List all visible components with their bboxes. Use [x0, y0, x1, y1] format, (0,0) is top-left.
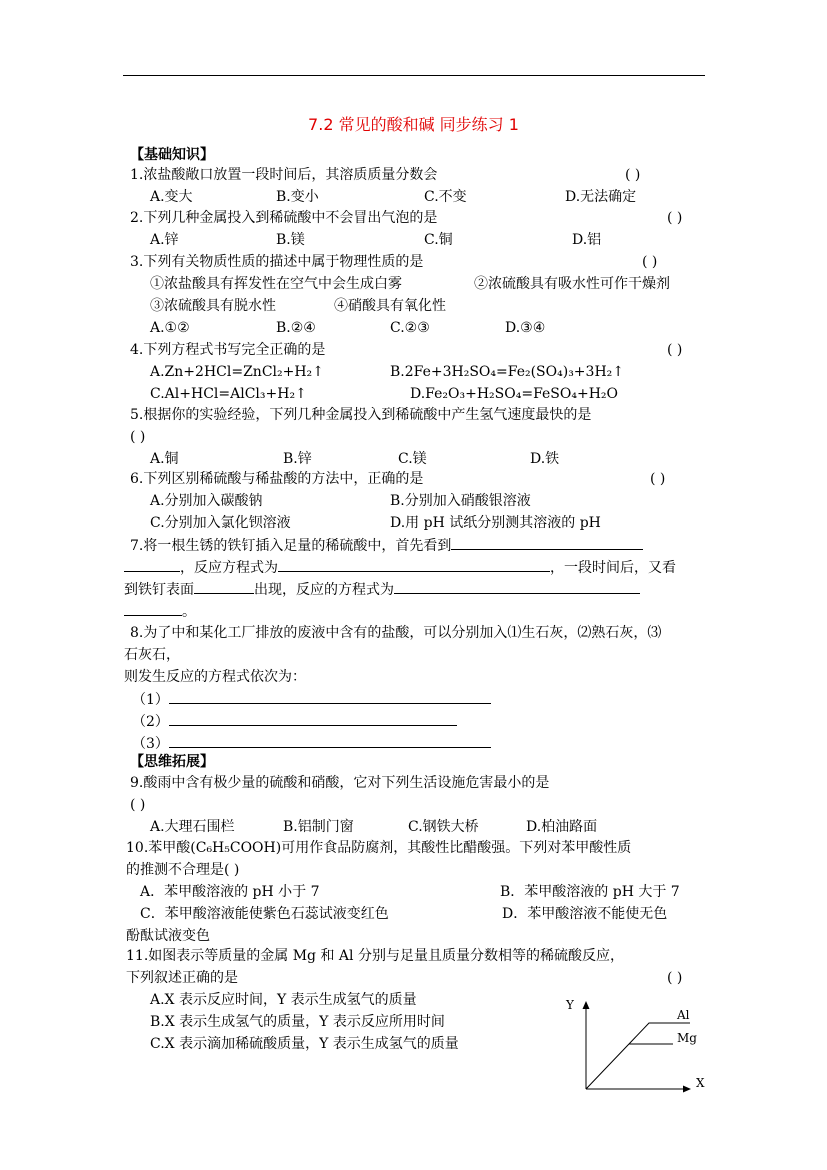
q5-answer-blank: ( ) [130, 429, 146, 445]
q9-stem: 9.酸雨中含有极少量的硫酸和硝酸，它对下列生活设施危害最小的是 [130, 775, 550, 791]
q10-option-d: D．苯甲酸溶液不能使无色 [502, 906, 668, 922]
q2-option-d: D.铝 [572, 232, 602, 248]
header-rule [123, 75, 705, 76]
q8-line-2: 石灰石， [124, 647, 180, 663]
al-curve [586, 1023, 690, 1089]
q3-stem: 3.下列有关物质性质的描述中属于物理性质的是 [130, 254, 424, 270]
q5-option-c: C.镁 [398, 451, 427, 467]
q3-answer-blank: ( ) [642, 254, 658, 270]
q4-answer-blank: ( ) [667, 342, 683, 358]
q6-answer-blank: ( ) [650, 471, 666, 487]
q7-text-1: 7.将一根生锈的铁钉插入足量的稀硫酸中，首先看到 [130, 538, 452, 554]
x-axis-arrow-icon [683, 1086, 691, 1093]
q6-option-b: B.分别加入硝酸银溶液 [390, 493, 531, 509]
q7-text-3a: 到铁钉表面 [124, 582, 194, 598]
q7-text-3b: 出现，反应的方程式为 [254, 582, 394, 598]
q5-option-b: B.锌 [283, 451, 312, 467]
q5-stem: 5.根据你的实验经验，下列几种金属投入到稀硫酸中产生氢气速度最快的是 [130, 407, 592, 423]
q1-option-a: A.变大 [150, 189, 193, 205]
q3-statement-4: ④硝酸具有氧化性 [334, 298, 446, 314]
q8-item-2 [132, 711, 457, 732]
q7-blank-4[interactable] [194, 579, 254, 594]
q7-blank-6[interactable] [124, 601, 182, 616]
q10-option-b: B．苯甲酸溶液的 pH 大于 7 [500, 884, 680, 900]
q9-option-c: C.钢铁大桥 [408, 819, 479, 835]
y-axis-label: Y [566, 998, 574, 1012]
x-axis-label: X [696, 1076, 705, 1090]
q5-option-d: D.铁 [530, 451, 560, 467]
q8-blank-2[interactable] [169, 711, 457, 726]
q8-line-1: 8.为了中和某化工厂排放的废液中含有的盐酸，可以分别加入⑴生石灰，⑵熟石灰，⑶ [130, 625, 662, 641]
q6-option-d: D.用 pH 试纸分别测其溶液的 pH [390, 515, 601, 531]
q10-option-d-cont: 酚酞试液变色 [126, 928, 210, 944]
q10-option-c: C．苯甲酸溶液能使紫色石蕊试液变红色 [140, 906, 389, 922]
q7-text-2a: ，反应方程式为 [180, 560, 278, 576]
q4-option-b: B.2Fe+3H₂SO₄=Fe₂(SO₄)₃+3H₂↑ [390, 364, 625, 380]
q8-item-1 [132, 689, 491, 710]
q8-line-3: 则发生反应的方程式依次为： [124, 669, 306, 685]
q11-line-2: 下列叙述正确的是 [126, 970, 238, 986]
q4-stem: 4.下列方程式书写完全正确的是 [130, 342, 326, 358]
section-extend: 【思维拓展】 [130, 754, 214, 770]
q10-line-1: 10.苯甲酸(C₆H₅COOH)可用作食品防腐剂，其酸性比醋酸强。下列对苯甲酸性质 [126, 840, 632, 856]
q9-option-d: D.柏油路面 [526, 819, 598, 835]
q11-graph [560, 993, 710, 1098]
q8-item-2-label: （2） [132, 714, 169, 730]
q7-line-4 [124, 601, 196, 622]
q2-stem: 2.下列几种金属投入到稀硫酸中不会冒出气泡的是 [130, 210, 438, 226]
q9-answer-blank: ( ) [130, 797, 146, 813]
q8-blank-1[interactable] [169, 689, 491, 704]
q3-option-a: A.①② [150, 320, 190, 336]
page-title: 7.2 常见的酸和碱 同步练习 1 [308, 115, 519, 134]
q1-option-b: B.变小 [276, 189, 319, 205]
q1-answer-blank: ( ) [625, 167, 641, 183]
q7-blank-2[interactable] [124, 557, 180, 572]
q3-statement-3: ③浓硫酸具有脱水性 [150, 298, 276, 314]
q10-option-a: A．苯甲酸溶液的 pH 小于 7 [140, 884, 320, 900]
q8-item-3-label: （3） [132, 736, 169, 752]
q7-blank-5[interactable] [394, 579, 640, 594]
q11-option-c: C.X 表示滴加稀硫酸质量，Y 表示生成氢气的质量 [150, 1036, 459, 1052]
q7-line-1 [130, 535, 643, 556]
q3-option-c: C.②③ [390, 320, 430, 336]
q4-option-d: D.Fe₂O₃+H₂SO₄=FeSO₄+H₂O [410, 386, 619, 402]
q3-statement-1: ①浓盐酸具有挥发性在空气中会生成白雾 [150, 276, 402, 292]
q8-item-1-label: （1） [132, 692, 169, 708]
q4-option-a: A.Zn+2HCl=ZnCl₂+H₂↑ [150, 364, 324, 380]
q7-blank-3[interactable] [278, 557, 550, 572]
section-basic: 【基础知识】 [130, 147, 214, 163]
q10-line-2: 的推测不合理是( ) [126, 862, 240, 878]
q3-option-d: D.③④ [505, 320, 546, 336]
q2-answer-blank: ( ) [667, 210, 683, 226]
y-axis-arrow-icon [583, 1001, 590, 1009]
q6-option-c: C.分别加入氯化钡溶液 [150, 515, 291, 531]
q3-option-b: B.②④ [276, 320, 316, 336]
q7-text-4: 。 [182, 604, 196, 620]
q9-option-b: B.铝制门窗 [283, 819, 354, 835]
q11-option-a: A.X 表示反应时间，Y 表示生成氢气的质量 [150, 992, 417, 1008]
q5-option-a: A.铜 [150, 451, 179, 467]
q4-option-c: C.Al+HCl=AlCl₃+H₂↑ [150, 386, 307, 402]
q7-text-2b: ，一段时间后，又看 [550, 560, 676, 576]
q2-option-a: A.锌 [150, 232, 179, 248]
q8-blank-3[interactable] [169, 733, 491, 748]
q7-blank-1[interactable] [451, 535, 643, 550]
al-label: Al [677, 1008, 690, 1022]
mg-label: Mg [677, 1031, 697, 1045]
q7-line-2 [124, 557, 676, 578]
q6-stem: 6.下列区别稀硫酸与稀盐酸的方法中，正确的是 [130, 471, 424, 487]
q8-item-3 [132, 733, 491, 754]
q7-line-3 [124, 579, 640, 600]
q1-option-d: D.无法确定 [565, 189, 637, 205]
q2-option-c: C.铜 [424, 232, 453, 248]
q3-statement-2: ②浓硫酸具有吸水性可作干燥剂 [474, 276, 670, 292]
q11-line-1: 11.如图表示等质量的金属 Mg 和 Al 分别与足量且质量分数相等的稀硫酸反应， [126, 948, 624, 964]
q6-option-a: A.分别加入碳酸钠 [150, 493, 263, 509]
q1-stem: 1.浓盐酸敞口放置一段时间后，其溶质质量分数会 [130, 167, 438, 183]
q9-option-a: A.大理石围栏 [150, 819, 235, 835]
q11-option-b: B.X 表示生成氢气的质量，Y 表示反应所用时间 [150, 1014, 445, 1030]
q11-answer-blank: ( ) [667, 970, 683, 986]
q2-option-b: B.镁 [276, 232, 305, 248]
q1-option-c: C.不变 [424, 189, 467, 205]
